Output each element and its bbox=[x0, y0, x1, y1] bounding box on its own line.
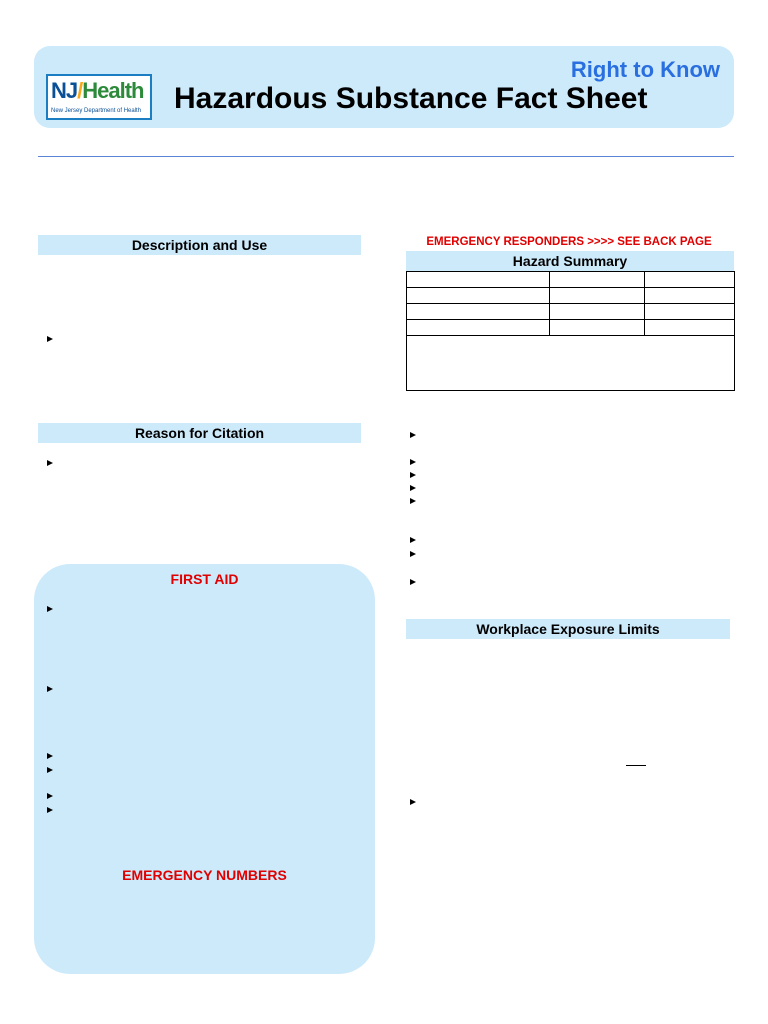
bullet-icon bbox=[410, 579, 416, 585]
bullet-icon bbox=[47, 753, 53, 759]
table-row bbox=[407, 320, 734, 336]
nj-health-logo bbox=[46, 74, 152, 120]
header-divider bbox=[38, 156, 734, 157]
bullet-icon bbox=[47, 460, 53, 466]
section-description-heading: Description and Use bbox=[38, 235, 361, 255]
bullet-icon bbox=[410, 551, 416, 557]
bullet-icon bbox=[410, 799, 416, 805]
bullet-icon bbox=[410, 498, 416, 504]
logo-state-shape-icon: / bbox=[77, 78, 83, 103]
hazard-summary-table bbox=[406, 271, 735, 391]
emergency-responders-link: EMERGENCY RESPONDERS >>>> SEE BACK PAGE bbox=[426, 236, 712, 248]
program-name: Right to Know bbox=[570, 57, 720, 82]
table-cell bbox=[407, 304, 549, 320]
emergency-numbers-heading: EMERGENCY NUMBERS bbox=[122, 867, 287, 883]
logo-department: New Jersey Department of Health bbox=[51, 108, 142, 114]
bullet-icon bbox=[410, 485, 416, 491]
table-cell bbox=[549, 272, 644, 288]
table-row bbox=[407, 272, 734, 288]
table-cell bbox=[644, 320, 734, 336]
bullet-icon bbox=[47, 807, 53, 813]
table-cell bbox=[644, 288, 734, 304]
table-cell bbox=[407, 288, 549, 304]
logo-nj: NJ bbox=[51, 78, 78, 103]
bullet-icon bbox=[47, 336, 53, 342]
blank-underline bbox=[626, 765, 646, 766]
first-aid-heading: FIRST AID bbox=[170, 571, 239, 587]
hazard-summary-heading: Hazard Summary bbox=[406, 251, 734, 271]
bullet-icon bbox=[47, 793, 53, 799]
page-title: Hazardous Substance Fact Sheet bbox=[174, 82, 648, 115]
bullet-icon bbox=[410, 537, 416, 543]
table-cell bbox=[549, 320, 644, 336]
table-cell bbox=[549, 304, 644, 320]
table-cell bbox=[644, 272, 734, 288]
bullet-icon bbox=[47, 686, 53, 692]
table-row bbox=[407, 304, 734, 320]
logo-health: Health bbox=[82, 78, 144, 103]
bullet-icon bbox=[410, 472, 416, 478]
hazard-notes-area bbox=[407, 336, 734, 388]
bullet-icon bbox=[410, 459, 416, 465]
bullet-icon bbox=[47, 606, 53, 612]
exposure-limits-heading: Workplace Exposure Limits bbox=[406, 619, 730, 639]
table-cell bbox=[407, 272, 549, 288]
bullet-icon bbox=[47, 767, 53, 773]
first-aid-panel bbox=[34, 564, 375, 974]
logo-wordmark bbox=[51, 78, 144, 104]
bullet-icon bbox=[410, 432, 416, 438]
table-cell bbox=[549, 288, 644, 304]
table-row bbox=[407, 288, 734, 304]
table-cell bbox=[407, 320, 549, 336]
section-citation-heading: Reason for Citation bbox=[38, 423, 361, 443]
table-cell bbox=[644, 304, 734, 320]
